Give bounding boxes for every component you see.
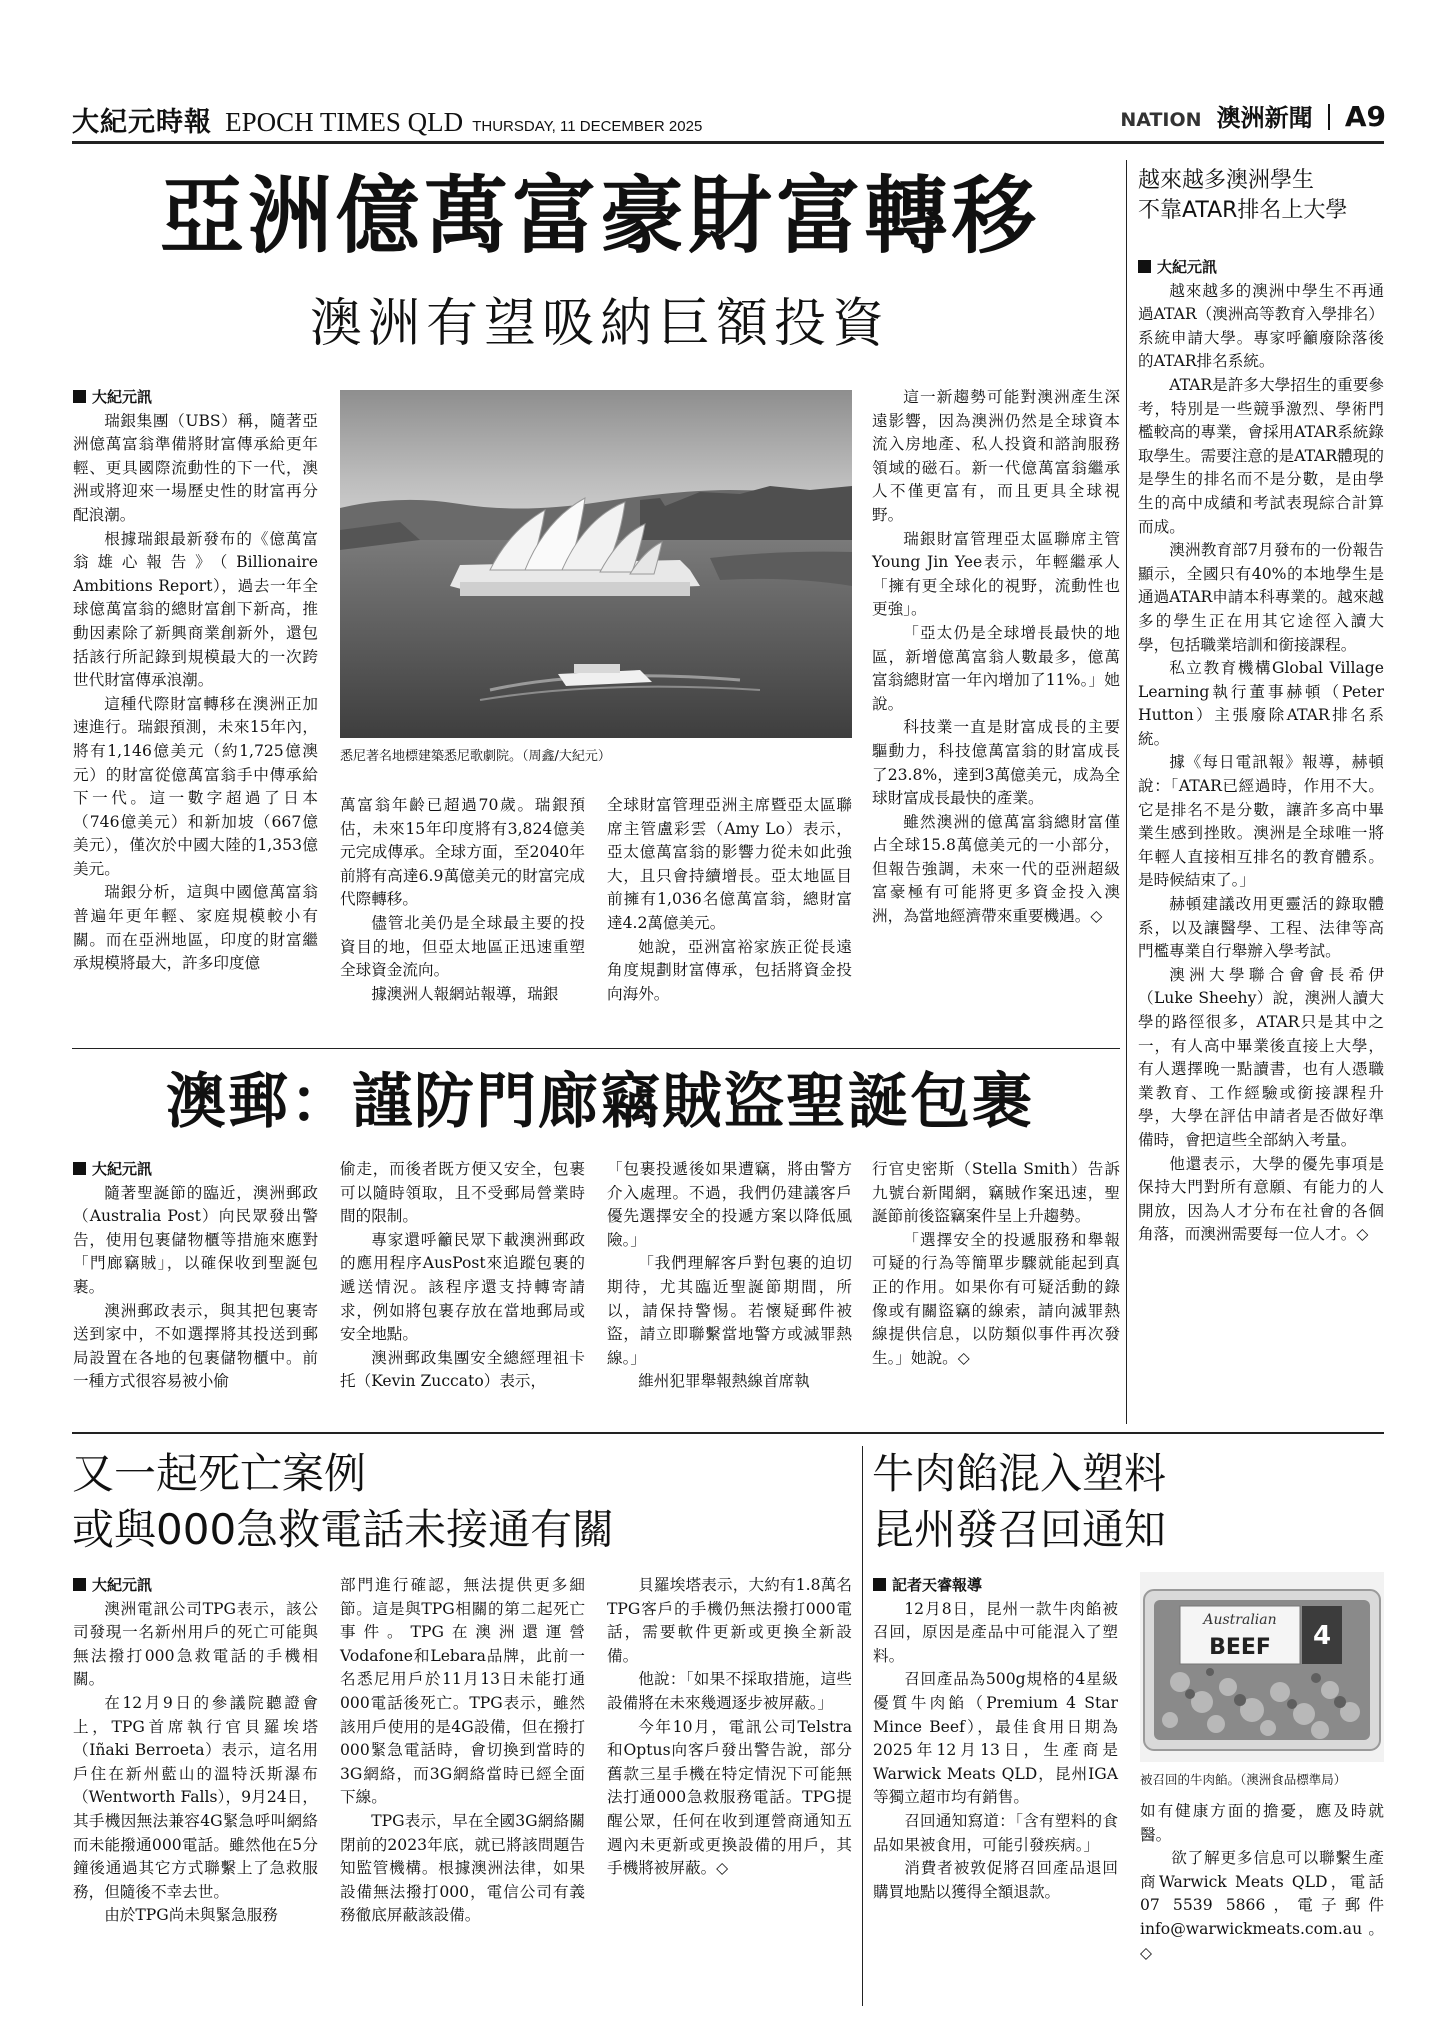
story1-byline: 大紀元訊: [73, 386, 318, 410]
byline-square-icon: [873, 1578, 886, 1591]
paragraph: 「我們理解客戶對包裹的迫切期待，尤其臨近聖誕節期間，所以，請保持警惕。若懷疑郵件被盜，請立即聯繫當地警方或滅罪熱線。」: [607, 1254, 852, 1367]
paragraph: 維州犯罪舉報熱線首席執: [638, 1372, 810, 1391]
paragraph: 如有健康方面的擔憂，應及時就醫。: [1140, 1802, 1384, 1844]
story3-headline-line2: 或與000急救電話未接通有關: [72, 1505, 615, 1554]
paragraph: 赫頓建議改用更靈活的錄取體系，以及讓醫學、工程、法律等高門檻專業自行舉辦入學考試。: [1138, 895, 1384, 961]
sidebar-headline-line2: 不靠ATAR排名上大學: [1138, 198, 1348, 223]
paragraph: 澳洲郵政集團安全總經理祖卡托（Kevin Zuccato）表示，: [340, 1348, 585, 1391]
sidebar-headline-line1: 越來越多澳洲學生: [1138, 168, 1315, 193]
paragraph: 她說，亞洲富裕家族正從長遠角度規劃財富傳承，包括將資金投向海外。: [607, 937, 852, 1003]
issue-date: THURSDAY, 11 DECEMBER 2025: [472, 118, 703, 135]
paragraph: 根據瑞銀最新發布的《億萬富翁雄心報告》（Billionaire Ambitions Report），過去一年全球億萬富翁的總財富創下新高，推動因素除了新興商業創新外，還包括該行所記錄到規模最大的一次跨世代財富傳承浪潮。: [73, 529, 318, 690]
story2-top-rule: [72, 1048, 1120, 1049]
paragraph: 儘管北美仍是全球最主要的投資目的地，但亞太地區正迅速重塑全球資金流向。: [340, 913, 585, 980]
paragraph: 「選擇安全的投遞服務和舉報可疑的行為等簡單步驟就能起到真正的作用。如果你有可疑活動的錄像或有關盜竊的線索，請向滅罪熱線提供信息，以防類似事件再次發生。」她說。◇: [872, 1230, 1120, 1367]
paragraph: 私立教育機構Global Village Learning執行董事赫頓（Peter Hutton）主張廢除ATAR排名系統。: [1138, 659, 1384, 748]
paragraph: 澳洲郵政表示，與其把包裹寄送到家中，不如選擇將其投送到郵局設置在各地的包裹儲物櫃中。前一種方式很容易被小偷: [73, 1301, 318, 1391]
paragraph: 「包裹投遞後如果遭竊，將由警方介入處理。不過，我們仍建議客戶優先選擇安全的投遞方案以降低風險。」: [607, 1160, 852, 1249]
header-rule: [72, 141, 1384, 144]
story2-col-4: [872, 1158, 1120, 1370]
paragraph: 瑞銀分析，這與中國億萬富翁普遍年更年輕、家庭規模較小有關。而在亞洲地區，印度的財富繼承規模將最大，許多印度億: [73, 883, 318, 973]
paragraph: 今年10月，電訊公司Telstra和Optus向客戶發出警告說，部分舊款三星手機在特定情況下可能無法打通000急救服務電話。TPG提醒公眾，任何在收到運營商通知五週內未更新或更換設備的用戶，其手機將被屏蔽。◇: [607, 1717, 852, 1878]
paragraph: 澳洲電訊公司TPG表示，該公司發現一名新州用戶的死亡可能與無法撥打000急救電話的手機相關。: [73, 1599, 318, 1689]
masthead-chinese: 大紀元時報: [72, 107, 212, 138]
section-label: [1120, 98, 1386, 133]
story3-col-2: [340, 1574, 585, 1928]
paragraph: 召回產品為500g規格的4星級優質牛肉餡（Premium 4 Star Mince Beef），最佳食用日期為2025年12月13日，生產商是Warwick Meats QLD，昆州IGA等獨立超市均有銷售。: [873, 1670, 1118, 1807]
paragraph: 越來越多的澳洲中學生不再通過ATAR（澳洲高等教育入學排名）系統申請大學。專家呼籲廢除落後的ATAR排名系統。: [1138, 281, 1384, 371]
paragraph: 澳洲教育部7月發布的一份報告顯示，全國只有40%的本地學生是通過ATAR申請本科專業的。越來越多的學生正在用其它途徑入讀大學，包括職業培訓和銜接課程。: [1138, 541, 1384, 654]
paragraph: 科技業一直是財富成長的主要驅動力，科技億萬富翁的財富成長了23.8%，達到3萬億美元，成為全球財富成長最快的產業。: [872, 718, 1120, 808]
paragraph: 隨著聖誕節的臨近，澳洲郵政（Australia Post）向民眾發出警告，使用包裹儲物櫃等措施來應對「門廊竊賊」，以確保收到聖誕包裹。: [73, 1183, 318, 1296]
paragraph: 偷走，而後者既方便又安全，包裹可以隨時領取，且不受郵局營業時間的限制。: [340, 1160, 585, 1226]
story3-byline: 大紀元訊: [73, 1574, 318, 1598]
sidebar-body: [1138, 256, 1384, 1247]
opera-house-illustration: [340, 390, 852, 738]
story1-subhead: 澳洲有望吸納巨額投資: [309, 294, 890, 354]
paragraph: 據澳洲人報網站報導，瑞銀: [371, 984, 559, 1003]
sidebar-divider: [1126, 160, 1127, 1424]
paragraph: TPG表示，早在全國3G網絡關閉前的2023年底，就已將該問題告知監管機構。根據澳洲法律，如果設備無法撥打000，電信公司有義務徹底屏蔽該設備。: [340, 1811, 585, 1925]
opera-house-photo: [340, 390, 852, 738]
paragraph: 行官史密斯（Stella Smith）告訴九號台新聞網，竊賊作案迅速，聖誕節前後盜竊案件呈上升趨勢。: [872, 1160, 1120, 1226]
story3-headline: [72, 1446, 852, 1558]
paragraph: 部門進行確認，無法提供更多細節。這是與TPG相關的第二起死亡事件。TPG在澳洲還運營Vodafone和Lebara品牌，此前一名悉尼用戶於11月13日未能打通000電話後死亡。TPG表示，雖然該用戶使用的是4G設備，但在撥打000緊急電話時，會切換到當時的3G網絡，而3G網絡當時已經全面下線。: [340, 1576, 585, 1807]
story2-byline: 大紀元訊: [73, 1158, 318, 1182]
story1-col-2: [340, 794, 585, 1006]
paragraph: 瑞銀財富管理亞太區聯席主管Young Jin Yee表示，年輕繼承人「擁有更全球化的視野，流動性也更強」。: [872, 529, 1120, 619]
byline-square-icon: [73, 1162, 86, 1175]
paragraph: 他還表示，大學的優先事項是保持大門對所有意願、有能力的人開放，因為人才分布在社會的各個角落，而澳洲需要每一位人才。◇: [1138, 1154, 1384, 1244]
paragraph: 他說：「如果不採取措施，這些設備將在未來幾週逐步被屏蔽。」: [607, 1670, 852, 1712]
bottom-section-rule: [72, 1432, 1384, 1434]
paragraph: 專家還呼籲民眾下載澳洲郵政的應用程序AusPost來追蹤包裹的遞送情況。該程序還支持轉寄請求，例如將包裹存放在當地郵局或安全地點。: [340, 1230, 585, 1344]
story2-headline: 澳郵：謹防門廊竊賊盜聖誕包裹: [166, 1067, 1034, 1137]
beef-package-illustration: [1140, 1572, 1384, 1762]
paragraph: ATAR是許多大學招生的重要參考，特別是一些競爭激烈、學術門檻較高的專業，會採用ATAR系統錄取學生。需要注意的是ATAR體現的是學生的排名而不是分數，是由學生的高中成績和考試表現綜合計算而成。: [1138, 375, 1384, 536]
story4-headline: [872, 1446, 1382, 1558]
story2-col-2: [340, 1158, 585, 1394]
page-number: A9: [1344, 100, 1386, 133]
paragraph: 全球財富管理亞洲主席暨亞太區聯席主管盧彩雲（Amy Lo）表示，亞太億萬富翁的影響力從未如此強大，且只會持續增長。亞太地區目前擁有1,036名億萬富翁，總財富達4.2萬億美元。: [607, 796, 852, 932]
package-star-rating: 4: [1312, 1621, 1332, 1651]
paragraph: 欲了解更多信息可以聯繫生產商Warwick Meats QLD，電話07 5539 5866，電子郵件info@warwickmeats.com.au。◇: [1140, 1849, 1384, 1962]
story2-col-1: [73, 1158, 318, 1394]
package-brand-text: Australian: [1203, 1612, 1277, 1628]
paragraph: 這一新趨勢可能對澳洲產生深遠影響，因為澳洲仍然是全球資本流入房地產、私人投資和諮詢服務領域的磁石。新一代億萬富翁繼承人不僅更富有，而且更具全球視野。: [872, 388, 1120, 524]
byline-square-icon: [1138, 260, 1151, 273]
paragraph: 由於TPG尚未與緊急服務: [104, 1906, 278, 1925]
story3-headline-line1: 又一起死亡案例: [72, 1449, 367, 1498]
package-product-text: BEEF: [1209, 1635, 1271, 1660]
story1-headline: 亞洲億萬富豪財富轉移: [159, 166, 1040, 265]
paragraph: 12月8日，昆州一款牛肉餡被召回，原因是產品中可能混入了塑料。: [873, 1599, 1118, 1665]
story4-photo-caption: 被召回的牛肉餡。（澳洲食品標準局）: [1140, 1772, 1347, 1787]
story4-byline: 記者天睿報導: [873, 1574, 1118, 1598]
story1-photo-caption: 悉尼著名地標建築悉尼歌劇院。（周鑫/大紀元）: [340, 749, 611, 764]
paragraph: 貝羅埃塔表示，大約有1.8萬名TPG客戶的手機仍無法撥打000電話，需要軟件更新或更換全新設備。: [607, 1576, 852, 1665]
paragraph: 召回通知寫道：「含有塑料的食品如果被食用，可能引發疾病。」: [873, 1811, 1118, 1854]
story3-col-1: [73, 1574, 318, 1928]
section-divider: [1328, 104, 1330, 130]
byline-square-icon: [73, 1578, 86, 1591]
masthead-english: EPOCH TIMES QLD: [225, 107, 464, 137]
story4-headline-line2: 昆州發召回通知: [872, 1505, 1167, 1554]
masthead: [72, 100, 702, 140]
section-chinese: 澳洲新聞: [1216, 104, 1313, 132]
paragraph: 這種代際財富轉移在澳洲正加速進行。瑞銀預測，未來15年內，將有1,146億美元（約1,725億澳元）的財富從億萬富翁手中傳承給下一代。這一數字超過了日本（746億美元）和新加坡（667億美元），僅次於中國大陸的1,353億美元。: [73, 694, 318, 878]
paragraph: 雖然澳洲的億萬富翁總財富僅占全球15.8萬億美元的一小部分，但報告強調，未來一代的亞洲超級富豪極有可能將更多資金投入澳洲，為當地經濟帶來重要機遇。◇: [872, 812, 1120, 926]
section-english: NATION: [1120, 109, 1202, 131]
mince-beef-photo: [1140, 1572, 1384, 1762]
story1-col-3: [607, 794, 852, 1006]
story3-col-3: [607, 1574, 852, 1881]
sidebar-byline: 大紀元訊: [1138, 256, 1384, 280]
paragraph: 據《每日電訊報》報導，赫頓說：「ATAR已經過時，作用不大。它是排名不是分數，讓許多高中畢業生感到挫敗。澳洲是全球唯一將年輕人直接相互排名的教育體系。是時候結束了。」: [1138, 753, 1384, 890]
paragraph: 瑞銀集團（UBS）稱，隨著亞洲億萬富翁準備將財富傳承給更年輕、更具國際流動性的下一代，澳洲或將迎來一場歷史性的財富再分配浪潮。: [73, 411, 318, 524]
story4-divider: [862, 1446, 863, 2006]
story4-col-1: [873, 1574, 1118, 1904]
paragraph: 消費者被敦促將召回產品退回購買地點以獲得全額退款。: [873, 1859, 1118, 1901]
paragraph: 「亞太仍是全球增長最快的地區，新增億萬富翁人數最多，億萬富翁總財富一年內增加了11%。」她說。: [872, 623, 1120, 713]
story2-col-3: [607, 1158, 852, 1394]
story1-col-4: [872, 386, 1120, 929]
sidebar-headline: [1138, 166, 1388, 226]
byline-square-icon: [73, 390, 86, 403]
story4-col-2: [1140, 1800, 1384, 1965]
paragraph: 在12月9日的參議院聽證會上，TPG首席執行官貝羅埃塔（Iñaki Berroeta）表示，這名用戶住在新州藍山的溫特沃斯瀑布（Wentworth Falls），9月24日，其手機因無法兼容4G緊急呼叫網絡而未能撥通000電話。雖然他在5分鐘後通過其它方式聯繫上了急救服務，但隨後不幸去世。: [73, 1693, 318, 1901]
story4-headline-line1: 牛肉餡混入塑料: [872, 1449, 1167, 1498]
story1-col-1: [73, 386, 318, 976]
paragraph: 澳洲大學聯合會會長希伊（Luke Sheehy）說，澳洲人讀大學的路徑很多，ATAR只是其中之一，有人高中畢業後直接上大學，有人選擇晚一點讀書，也有人憑職業教育、工作經驗或銜接課程升學，大學在評估申請者是否做好準備時，會把這些全部納入考量。: [1138, 965, 1384, 1149]
paragraph: 萬富翁年齡已超過70歲。瑞銀預估，未來15年印度將有3,824億美元完成傳承。全球方面，至2040年前將有高達6.9萬億美元的財富完成代際轉移。: [340, 796, 585, 909]
